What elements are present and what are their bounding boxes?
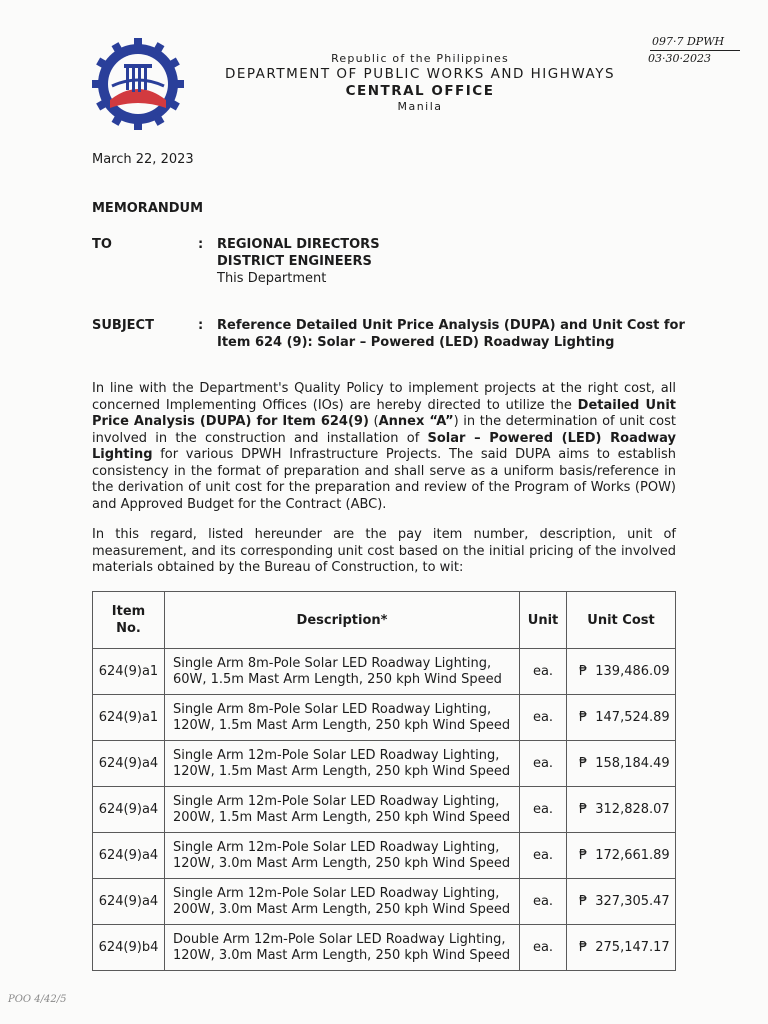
subject-colon: : [198, 318, 204, 333]
item-number: 624(9)a4 [93, 833, 165, 879]
table-row [93, 695, 676, 741]
memo-type: MEMORANDUM [92, 201, 204, 216]
republic-line: Republic of the Philippines [331, 52, 509, 65]
table-row [93, 833, 676, 879]
item-number: 624(9)a4 [93, 741, 165, 787]
receipt-number: 097·7 DPWH [650, 34, 740, 51]
handwritten-receipt-note [650, 34, 740, 67]
unit-cost-table [92, 591, 676, 971]
item-number: 624(9)b4 [93, 925, 165, 971]
item-description: Single Arm 8m-Pole Solar LED Roadway Lighting, 120W, 1.5m Mast Arm Length, 250 kph Wind Speed [164, 695, 519, 741]
peso-sign: ₱ [578, 709, 588, 725]
item-unit: ea. [520, 787, 567, 833]
body-paragraph-1: In line with the Department's Quality Policy to implement projects at the right cost, all concerned Implementing Offices (IOs) are hereby directed to utilize the Detailed Unit Price Analysis (DUPA) for Item 624(9) (Annex “A”) in the determination of unit cost involved in the construction and installation of Solar – Powered (LED) Roadway Lighting for various DPWH Infrastructure Projects. The said DUPA aims to establish consistency in the format of preparation and shall serve as a uniform basis/reference in the derivation of unit cost for the preparation and review of the Program of Works (POW) and Approved Budget for the Contract (ABC). [92, 381, 677, 512]
body-paragraph-2: In this regard, listed hereunder are the pay item number, description, unit of measurement, and its corresponding unit cost based on the initial pricing of the involved materials obtained by the Bureau of Construction, to wit: [92, 527, 676, 575]
item-description: Single Arm 12m-Pole Solar LED Roadway Lighting, 200W, 1.5m Mast Arm Length, 250 kph Wind Speed [164, 787, 519, 833]
to-colon: : [198, 237, 204, 252]
item-unit-cost: ₱ 312,828.07 [566, 787, 675, 833]
receipt-date: 03·30·2023 [648, 52, 711, 65]
dpwh-logo [92, 38, 184, 130]
item-description: Double Arm 12m-Pole Solar LED Roadway Lighting, 120W, 3.0m Mast Arm Length, 250 kph Wind Speed [164, 925, 519, 971]
table-row [93, 925, 676, 971]
item-unit: ea. [520, 833, 567, 879]
item-unit: ea. [520, 925, 567, 971]
peso-sign: ₱ [578, 663, 588, 679]
item-unit-cost: ₱ 158,184.49 [566, 741, 675, 787]
table-row [93, 649, 676, 695]
item-unit: ea. [520, 741, 567, 787]
table-header-row [93, 592, 676, 649]
office-name: CENTRAL OFFICE [345, 83, 495, 99]
subject-line-2: Item 624 (9): Solar – Powered (LED) Roadway Lighting [217, 335, 615, 350]
office-city: Manila [397, 100, 443, 113]
peso-sign: ₱ [578, 847, 588, 863]
table-row [93, 879, 676, 925]
department-name: DEPARTMENT OF PUBLIC WORKS AND HIGHWAYS [224, 66, 616, 82]
memo-date: March 22, 2023 [92, 152, 194, 167]
item-unit-cost: ₱ 147,524.89 [566, 695, 675, 741]
subject-line-1: Reference Detailed Unit Price Analysis (DUPA) and Unit Cost for [217, 318, 685, 333]
peso-sign: ₱ [578, 893, 588, 909]
item-unit: ea. [520, 879, 567, 925]
letterhead [180, 52, 660, 114]
header-item-no: Item No. [93, 592, 165, 649]
peso-sign: ₱ [578, 755, 588, 771]
item-number: 624(9)a1 [93, 649, 165, 695]
table-row [93, 741, 676, 787]
item-number: 624(9)a4 [93, 787, 165, 833]
table-row [93, 787, 676, 833]
header-unit-cost: Unit Cost [566, 592, 675, 649]
subject-text [217, 317, 685, 351]
header-description: Description* [164, 592, 519, 649]
recipient-regional-directors: REGIONAL DIRECTORS [217, 237, 380, 252]
item-number: 624(9)a4 [93, 879, 165, 925]
recipient-district-engineers: DISTRICT ENGINEERS [217, 254, 372, 269]
handwritten-margin-note: POO 4/42/5 [8, 994, 67, 1005]
item-unit: ea. [520, 695, 567, 741]
recipient-department: This Department [217, 271, 327, 286]
item-unit-cost: ₱ 327,305.47 [566, 879, 675, 925]
peso-sign: ₱ [578, 801, 588, 817]
item-number: 624(9)a1 [93, 695, 165, 741]
item-unit-cost: ₱ 139,486.09 [566, 649, 675, 695]
item-description: Single Arm 12m-Pole Solar LED Roadway Lighting, 200W, 3.0m Mast Arm Length, 250 kph Wind Speed [164, 879, 519, 925]
subject-label: SUBJECT [92, 318, 154, 333]
to-recipients [217, 236, 380, 287]
peso-sign: ₱ [578, 939, 588, 955]
to-label: TO [92, 237, 112, 252]
item-description: Single Arm 12m-Pole Solar LED Roadway Lighting, 120W, 3.0m Mast Arm Length, 250 kph Wind Speed [164, 833, 519, 879]
item-description: Single Arm 8m-Pole Solar LED Roadway Lighting, 60W, 1.5m Mast Arm Length, 250 kph Wind Speed [164, 649, 519, 695]
header-unit: Unit [520, 592, 567, 649]
item-unit: ea. [520, 649, 567, 695]
item-description: Single Arm 12m-Pole Solar LED Roadway Lighting, 120W, 1.5m Mast Arm Length, 250 kph Wind Speed [164, 741, 519, 787]
item-unit-cost: ₱ 275,147.17 [566, 925, 675, 971]
item-unit-cost: ₱ 172,661.89 [566, 833, 675, 879]
